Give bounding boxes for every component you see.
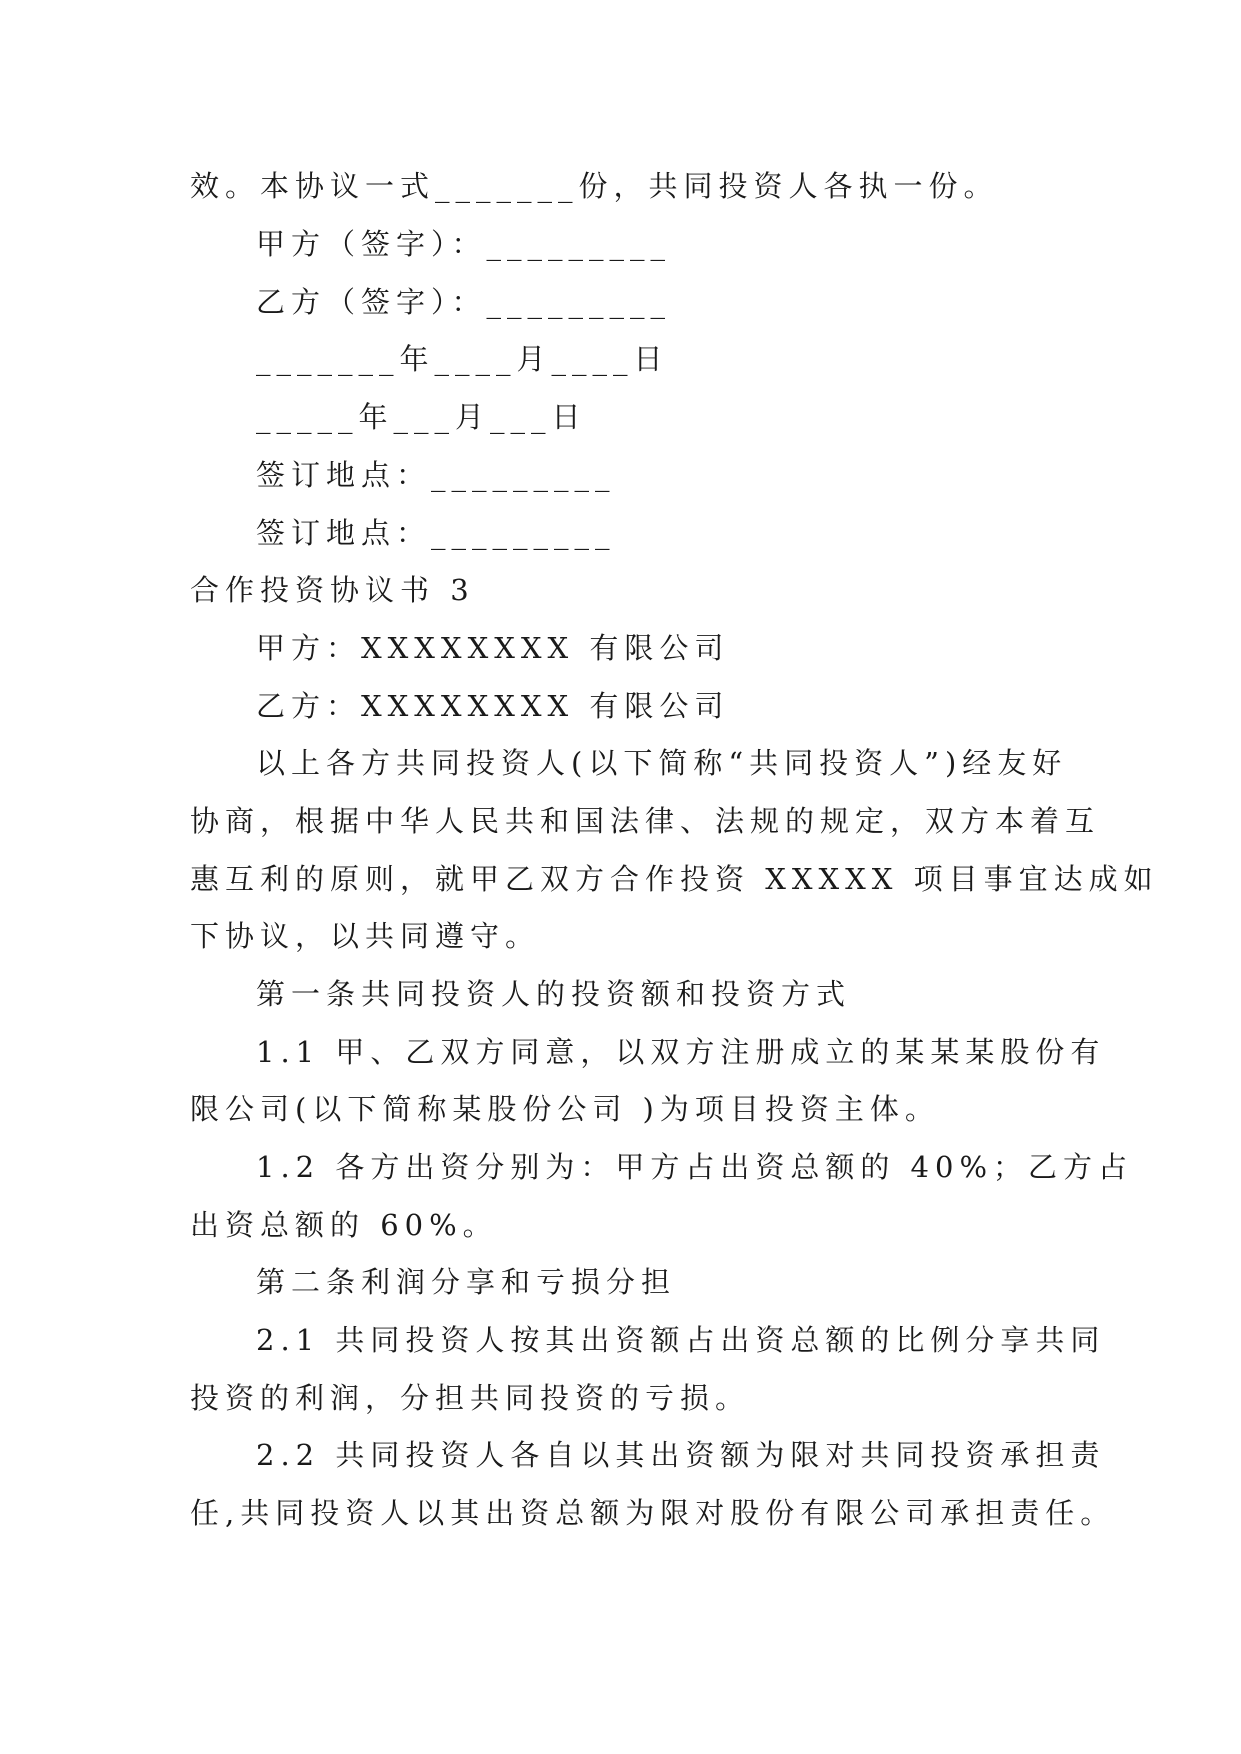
- party-b-signature-line: 乙方（签字）：_________: [256, 285, 672, 319]
- paragraph-line: 以上各方共同投资人(以下简称“共同投资人”)经友好: [256, 746, 1068, 780]
- closing-clause-line: 效。本协议一式_______份，共同投资人各执一份。: [190, 169, 999, 203]
- party-a-signature-line: 甲方（签字）：_________: [256, 227, 672, 261]
- paragraph-line: 协商，根据中华人民共和国法律、法规的规定，双方本着互: [190, 804, 1101, 838]
- paragraph-line: 2.2 共同投资人各自以其出资额为限对共同投资承担责: [256, 1438, 1106, 1472]
- article-heading: 第二条利润分享和亏损分担: [256, 1265, 677, 1299]
- signing-place-line: 签订地点：_________: [256, 516, 616, 550]
- paragraph-line: 2.1 共同投资人按其出资额占出资总额的比例分享共同: [256, 1323, 1106, 1357]
- section-title: 合作投资协议书 3: [190, 573, 475, 607]
- paragraph-line: 投资的利润，分担共同投资的亏损。: [190, 1381, 751, 1415]
- date-line: _____年___月___日: [256, 400, 587, 434]
- paragraph-line: 限公司(以下简称某股份公司 )为项目投资主体。: [190, 1092, 940, 1126]
- party-b-line: 乙方：XXXXXXXX 有限公司: [256, 689, 730, 723]
- signing-place-line: 签订地点：_________: [256, 458, 616, 492]
- party-a-line: 甲方：XXXXXXXX 有限公司: [256, 631, 730, 665]
- paragraph-line: 下协议，以共同遵守。: [190, 919, 541, 953]
- paragraph-line: 任,共同投资人以其出资总额为限对股份有限公司承担责任。: [190, 1496, 1116, 1530]
- paragraph-line: 1.1 甲、乙双方同意，以双方注册成立的某某某股份有: [256, 1035, 1106, 1069]
- paragraph-line: 惠互利的原则，就甲乙双方合作投资 XXXXX 项目事宜达成如: [190, 862, 1159, 896]
- article-heading: 第一条共同投资人的投资额和投资方式: [256, 977, 852, 1011]
- paragraph-line: 出资总额的 60%。: [190, 1208, 498, 1242]
- date-line: _______年____月____日: [256, 342, 669, 376]
- paragraph-line: 1.2 各方出资分别为：甲方占出资总额的 40%；乙方占: [256, 1150, 1134, 1184]
